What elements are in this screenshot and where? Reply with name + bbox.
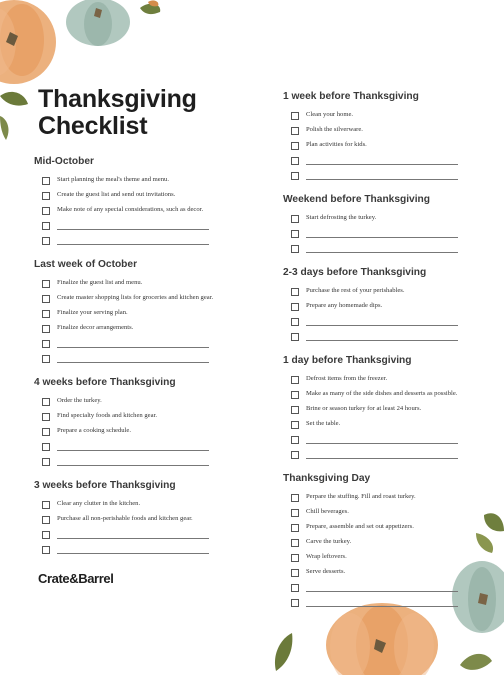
checklist-item-label: Set the table. [306, 420, 341, 427]
checkbox[interactable] [291, 391, 299, 399]
checkbox[interactable] [291, 157, 299, 165]
checklist-item [34, 206, 224, 215]
checkbox[interactable] [291, 584, 299, 592]
blank-checklist-item [283, 229, 473, 238]
section-heading: 1 day before Thanksgiving [283, 355, 412, 366]
checklist-section [34, 377, 224, 466]
checkbox[interactable] [291, 318, 299, 326]
checklist-item [283, 523, 473, 532]
write-in-line[interactable] [57, 443, 209, 451]
checkbox[interactable] [42, 222, 50, 230]
blank-checklist-item [283, 244, 473, 253]
checkbox[interactable] [42, 398, 50, 406]
leaf-icon [140, 0, 160, 14]
checkbox[interactable] [291, 172, 299, 180]
checkbox[interactable] [42, 355, 50, 363]
checkbox[interactable] [42, 428, 50, 436]
blank-checklist-item [283, 317, 473, 326]
blank-checklist-item [283, 156, 473, 165]
checkbox[interactable] [42, 192, 50, 200]
blank-checklist-item [34, 545, 224, 554]
checklist-item [283, 141, 473, 150]
checkbox[interactable] [291, 524, 299, 532]
checklist-item [283, 420, 473, 429]
checklist-item-label: Find specialty foods and kitchen gear. [57, 412, 157, 419]
checklist-item [283, 287, 473, 296]
checklist-item [283, 553, 473, 562]
checkbox[interactable] [291, 303, 299, 311]
checklist-section [34, 156, 224, 245]
checklist-item [34, 500, 224, 509]
checklist-section [34, 480, 224, 554]
write-in-line[interactable] [57, 531, 209, 539]
checklist-item [34, 397, 224, 406]
section-heading: 3 weeks before Thanksgiving [34, 480, 176, 491]
checklist-item-label: Chill beverages. [306, 508, 349, 515]
checklist-item-label: Finalize your serving plan. [57, 309, 128, 316]
checklist-item [34, 412, 224, 421]
checklist-section [34, 259, 224, 363]
write-in-line[interactable] [57, 546, 209, 554]
write-in-line[interactable] [306, 172, 458, 180]
orange-pumpkin-icon-bottom [326, 603, 438, 675]
section-heading: 4 weeks before Thanksgiving [34, 377, 176, 388]
checklist-item-label: Polish the silverware. [306, 126, 363, 133]
checkbox[interactable] [291, 406, 299, 414]
checklist-item [283, 111, 473, 120]
checklist-item [283, 568, 473, 577]
blank-checklist-item [283, 171, 473, 180]
checkbox[interactable] [42, 237, 50, 245]
blank-checklist-item [283, 332, 473, 341]
checklist-item-label: Prepare any homemade dips. [306, 302, 383, 309]
checklist-item-label: Serve desserts. [306, 568, 346, 575]
checklist-item-label: Purchase the rest of your perishables. [306, 287, 405, 294]
checklist-item-label: Finalize the guest list and menu. [57, 279, 143, 286]
left-column [34, 156, 224, 560]
checklist-item-label: Clean your home. [306, 111, 354, 118]
write-in-line[interactable] [306, 584, 458, 592]
checkbox[interactable] [42, 531, 50, 539]
sage-pumpkin-icon [66, 0, 130, 46]
checklist-item [283, 508, 473, 517]
blank-checklist-item [34, 457, 224, 466]
write-in-line[interactable] [57, 340, 209, 348]
write-in-line[interactable] [306, 333, 458, 341]
checklist-item-label: Make as many of the side dishes and desserts as possible. [306, 390, 458, 397]
checklist-item-label: Start planning the meal's theme and menu. [57, 176, 169, 183]
write-in-line[interactable] [306, 318, 458, 326]
checklist-item-label: Create the guest list and send out invitations. [57, 191, 176, 198]
write-in-line[interactable] [306, 245, 458, 253]
checkbox[interactable] [291, 112, 299, 120]
checkbox[interactable] [291, 288, 299, 296]
checklist-section [283, 91, 473, 180]
checkbox[interactable] [42, 177, 50, 185]
blank-checklist-item [283, 598, 473, 607]
title-line-1: Thanksgiving [38, 85, 197, 113]
checklist-item [34, 309, 224, 318]
checkbox[interactable] [291, 142, 299, 150]
checkbox[interactable] [42, 501, 50, 509]
write-in-line[interactable] [306, 157, 458, 165]
blank-checklist-item [34, 530, 224, 539]
checklist-item [283, 390, 473, 399]
checklist-item-label: Order the turkey. [57, 397, 102, 404]
checkbox[interactable] [42, 340, 50, 348]
write-in-line[interactable] [306, 230, 458, 238]
checklist-item [34, 176, 224, 185]
checklist-item-label: Plan activities for kids. [306, 141, 367, 148]
blank-checklist-item [34, 442, 224, 451]
checkbox[interactable] [42, 280, 50, 288]
checklist-section [283, 473, 473, 607]
checkbox[interactable] [42, 325, 50, 333]
checklist-item [283, 375, 473, 384]
checkbox[interactable] [42, 546, 50, 554]
checklist-section [283, 194, 473, 253]
checklist-item [34, 279, 224, 288]
section-heading: Weekend before Thanksgiving [283, 194, 430, 205]
write-in-line[interactable] [57, 458, 209, 466]
checkbox[interactable] [291, 494, 299, 502]
checklist-item [283, 538, 473, 547]
checklist-item-label: Clear any clutter in the kitchen. [57, 500, 141, 507]
checkbox[interactable] [42, 310, 50, 318]
checklist-item [283, 493, 473, 502]
checklist-item-label: Perpare the stuffing. Fill and roast turkey. [306, 493, 416, 500]
checkbox[interactable] [42, 516, 50, 524]
checklist-item [34, 427, 224, 436]
checklist-item-label: Start defrosting the turkey. [306, 214, 377, 221]
checklist-item-label: Finalize decor arrangements. [57, 324, 134, 331]
checkbox[interactable] [291, 245, 299, 253]
checkbox[interactable] [291, 333, 299, 341]
checklist-item-label: Make note of any special considerations, such as decor. [57, 206, 204, 213]
brand-logo: Crate&Barrel [38, 571, 114, 586]
checklist-item [34, 515, 224, 524]
blank-checklist-item [283, 435, 473, 444]
leaf-icon-right [476, 513, 504, 553]
checkbox[interactable] [42, 413, 50, 421]
checklist-item [34, 294, 224, 303]
checkbox[interactable] [291, 509, 299, 517]
checklist-item [283, 214, 473, 223]
checkbox[interactable] [42, 458, 50, 466]
checkbox[interactable] [291, 127, 299, 135]
write-in-line[interactable] [306, 599, 458, 607]
checklist-item-label: Wrap leftovers. [306, 553, 347, 560]
checklist-item-label: Prepare, assemble and set out appetizers. [306, 523, 414, 530]
checklist-item [34, 191, 224, 200]
write-in-line[interactable] [57, 222, 209, 230]
right-column [283, 91, 473, 613]
checklist-item-label: Purchase all non-perishable foods and kitchen gear. [57, 515, 193, 522]
blank-checklist-item [283, 583, 473, 592]
checkbox[interactable] [291, 569, 299, 577]
blank-checklist-item [34, 354, 224, 363]
checkbox[interactable] [291, 554, 299, 562]
section-heading: Thanksgiving Day [283, 473, 371, 484]
checklist-item [283, 405, 473, 414]
page-title [38, 86, 197, 140]
section-heading: 2-3 days before Thanksgiving [283, 267, 427, 278]
checkbox[interactable] [291, 599, 299, 607]
blank-checklist-item [283, 450, 473, 459]
checklist-item-label: Carve the turkey. [306, 538, 352, 545]
orange-pumpkin-icon [0, 0, 56, 84]
checklist-item [283, 302, 473, 311]
write-in-line[interactable] [57, 355, 209, 363]
section-heading: 1 week before Thanksgiving [283, 91, 419, 102]
write-in-line[interactable] [306, 451, 458, 459]
checklist-section [283, 355, 473, 459]
checkbox[interactable] [291, 230, 299, 238]
write-in-line[interactable] [57, 237, 209, 245]
checkbox[interactable] [291, 376, 299, 384]
section-heading: Mid-October [34, 156, 94, 167]
checkbox[interactable] [291, 215, 299, 223]
section-heading: Last week of October [34, 259, 138, 270]
checklist-item-label: Defrost items from the freezer. [306, 375, 388, 382]
checkbox[interactable] [291, 539, 299, 547]
blank-checklist-item [34, 236, 224, 245]
checkbox[interactable] [42, 207, 50, 215]
checklist-item [283, 126, 473, 135]
title-line-2: Checklist [38, 112, 148, 140]
checklist-item-label: Prepare a cooking schedule. [57, 427, 131, 434]
checklist-item [34, 324, 224, 333]
checkbox[interactable] [291, 421, 299, 429]
checklist-item-label: Brine or season turkey for at least 24 hours. [306, 405, 422, 412]
checkbox[interactable] [42, 295, 50, 303]
write-in-line[interactable] [306, 436, 458, 444]
checkbox[interactable] [42, 443, 50, 451]
leaf-icon-left [0, 92, 28, 140]
blank-checklist-item [34, 339, 224, 348]
checkbox[interactable] [291, 451, 299, 459]
checklist-item-label: Create master shopping lists for groceries and kitchen gear. [57, 294, 214, 301]
blank-checklist-item [34, 221, 224, 230]
checklist-section [283, 267, 473, 341]
checkbox[interactable] [291, 436, 299, 444]
